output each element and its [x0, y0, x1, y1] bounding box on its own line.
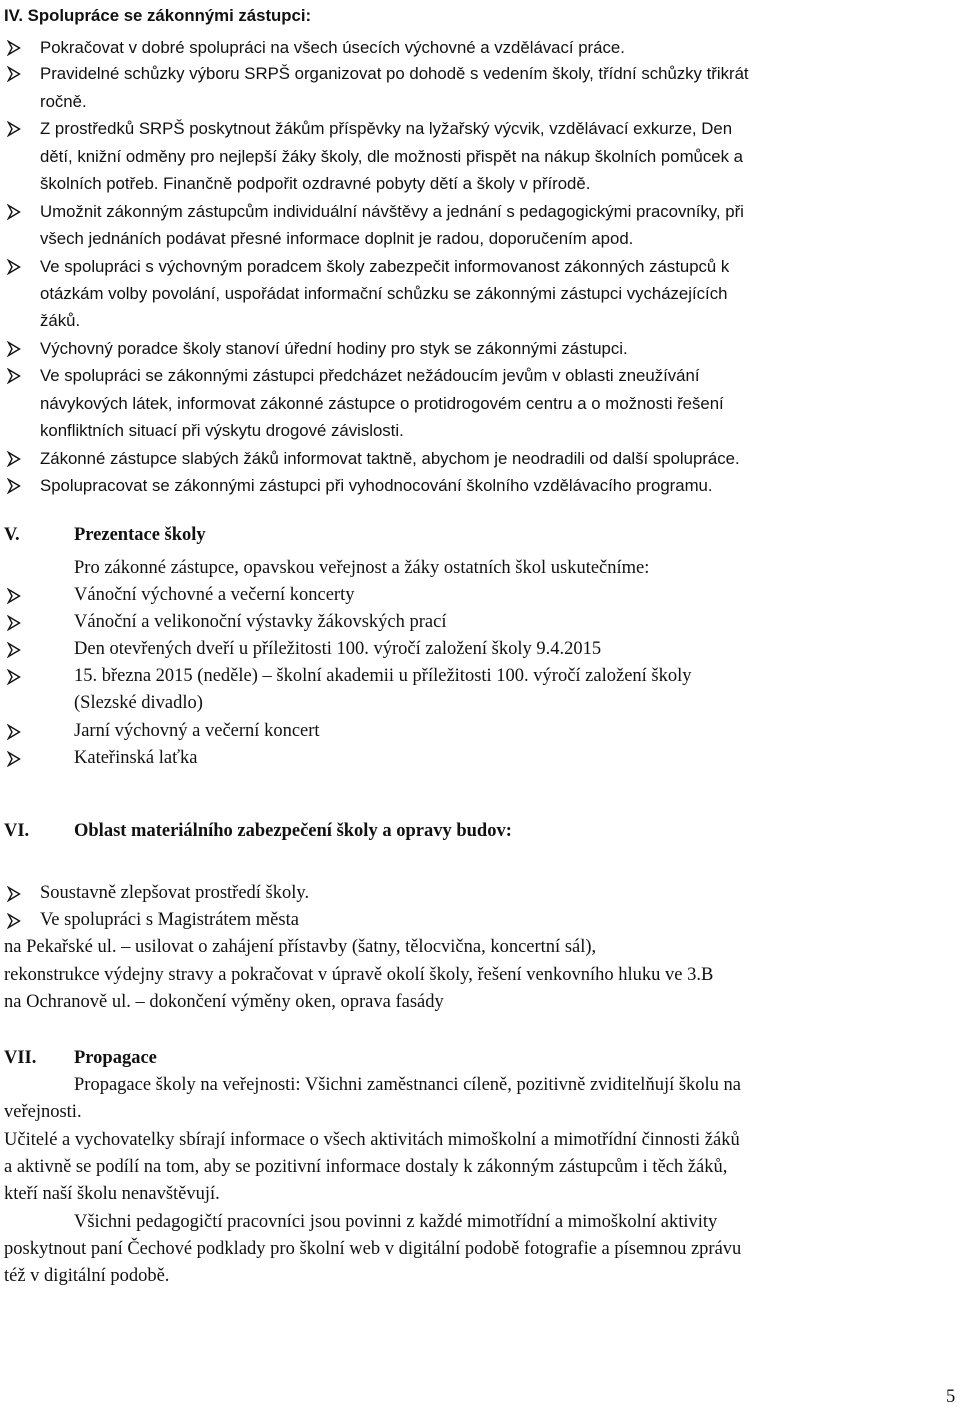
list-item-text: Ve spolupráci s Magistrátem města	[40, 910, 299, 930]
section-number: V.	[4, 525, 20, 545]
paragraph-line: Všichni pedagogičtí pracovníci jsou povinni z každé mimotřídní a mimoškolní aktivity	[74, 1212, 718, 1232]
section-heading: IV. Spolupráce se zákonnými zástupci:	[4, 6, 312, 25]
section-title: Prezentace školy	[74, 525, 206, 545]
arrowhead-bullet-icon	[7, 615, 21, 631]
section-number: VII.	[4, 1048, 37, 1068]
paragraph-line: a aktivně se podílí na tom, aby se pozitivní informace dostaly k zákonným zástupcům i těch žáků,	[4, 1157, 728, 1177]
paragraph-line: poskytnout paní Čechové podklady pro školní web v digitální podobě fotografie a písemnou zprávu	[4, 1239, 742, 1259]
paragraph-line: na Pekařské ul. – usilovat o zahájení přístavby (šatny, tělocvična, koncertní sál),	[4, 937, 597, 957]
list-item-text: Výchovný poradce školy stanoví úřední hodiny pro styk se zákonnými zástupci.	[40, 339, 628, 358]
list-item-text: návykových látek, informovat zákonné zástupce o protidrogovém centru a o možnosti řešení	[40, 394, 724, 413]
paragraph-line: na Ochranově ul. – dokončení výměny oken, oprava fasády	[4, 992, 444, 1012]
list-item-text: Kateřinská laťka	[74, 748, 198, 768]
paragraph-line: kteří naší školu nenavštěvují.	[4, 1184, 220, 1204]
list-item-text: (Slezské divadlo)	[74, 693, 203, 713]
page-number: 5	[946, 1387, 956, 1407]
list-item-text: Vánoční výchovné a večerní koncerty	[74, 585, 355, 605]
arrowhead-bullet-icon	[7, 121, 21, 137]
list-item-text: dětí, knižní odměny pro nejlepší žáky školy, dle možnosti přispět na nákup školních pomůcek a	[40, 147, 744, 166]
list-item-text: Pravidelné schůzky výboru SRPŠ organizovat po dohodě s vedením školy, třídní schůzky třikrát	[40, 64, 749, 83]
paragraph-line: veřejnosti.	[4, 1102, 82, 1122]
paragraph-line: též v digitální podobě.	[4, 1266, 170, 1286]
arrowhead-bullet-icon	[7, 751, 21, 767]
list-item-text: Jarní výchovný a večerní koncert	[74, 721, 320, 741]
list-item-text: Vánoční a velikonoční výstavky žákovských prací	[74, 612, 447, 632]
arrowhead-bullet-icon	[7, 913, 21, 929]
arrowhead-bullet-icon	[7, 259, 21, 275]
arrowhead-bullet-icon	[7, 642, 21, 658]
list-item-text: všech jednáních podávat přesné informace doplnit je radou, doporučením apod.	[40, 229, 634, 248]
paragraph-line: rekonstrukce výdejny stravy a pokračovat v úpravě okolí školy, řešení venkovního hluku ve 3.B	[4, 965, 714, 985]
list-item-text: Soustavně zlepšovat prostředí školy.	[40, 883, 310, 903]
list-item-text: Pokračovat v dobré spolupráci na všech úsecích výchovné a vzdělávací práce.	[40, 38, 625, 57]
list-item-text: školních potřeb. Finančně podpořit ozdravné pobyty dětí a školy v přírodě.	[40, 174, 591, 193]
list-item-text: Spolupracovat se zákonnými zástupci při vyhodnocování školního vzdělávacího programu.	[40, 476, 713, 495]
arrowhead-bullet-icon	[7, 66, 21, 82]
list-item-text: Zákonné zástupce slabých žáků informovat taktně, abychom je neodradili od další spolupráce.	[40, 449, 740, 468]
list-item-text: 15. března 2015 (neděle) – školní akademii u příležitosti 100. výročí založení školy	[74, 666, 692, 686]
paragraph-line: Učitelé a vychovatelky sbírají informace o všech aktivitách mimoškolní a mimotřídní činnosti žáků	[4, 1130, 740, 1150]
arrowhead-bullet-icon	[7, 478, 21, 494]
list-item-text: žáků.	[40, 311, 81, 330]
section-number: VI.	[4, 821, 30, 841]
arrowhead-bullet-icon	[7, 40, 21, 56]
list-item-text: ročně.	[40, 92, 87, 111]
arrowhead-bullet-icon	[7, 451, 21, 467]
list-item-text: konfliktních situací při výskytu drogové závislosti.	[40, 421, 404, 440]
paragraph: Pro zákonné zástupce, opavskou veřejnost a žáky ostatních škol uskutečníme:	[74, 558, 650, 578]
list-item-text: Z prostředků SRPŠ poskytnout žákům příspěvky na lyžařský výcvik, vzdělávací exkurze, Den	[40, 119, 733, 138]
arrowhead-bullet-icon	[7, 341, 21, 357]
list-item-text: Umožnit zákonným zástupcům individuální návštěvy a jednání s pedagogickými pracovníky, při	[40, 202, 744, 221]
arrowhead-bullet-icon	[7, 724, 21, 740]
list-item-text: Ve spolupráci se zákonnými zástupci předcházet nežádoucím jevům v oblasti zneužívání	[40, 366, 700, 385]
section-title: Oblast materiálního zabezpečení školy a opravy budov:	[74, 821, 512, 841]
arrowhead-bullet-icon	[7, 886, 21, 902]
list-item-text: otázkám volby povolání, uspořádat informační schůzku se zákonnými zástupci vycházejících	[40, 284, 728, 303]
list-item-text: Den otevřených dveří u příležitosti 100. výročí založení školy 9.4.2015	[74, 639, 602, 659]
paragraph-line: Propagace školy na veřejnosti: Všichni zaměstnanci cíleně, pozitivně zviditelňují školu na	[74, 1075, 742, 1095]
arrowhead-bullet-icon	[7, 368, 21, 384]
section-title: Propagace	[74, 1048, 157, 1068]
arrowhead-bullet-icon	[7, 588, 21, 604]
arrowhead-bullet-icon	[7, 669, 21, 685]
arrowhead-bullet-icon	[7, 204, 21, 220]
list-item-text: Ve spolupráci s výchovným poradcem školy zabezpečit informovanost zákonných zástupců k	[40, 257, 730, 276]
